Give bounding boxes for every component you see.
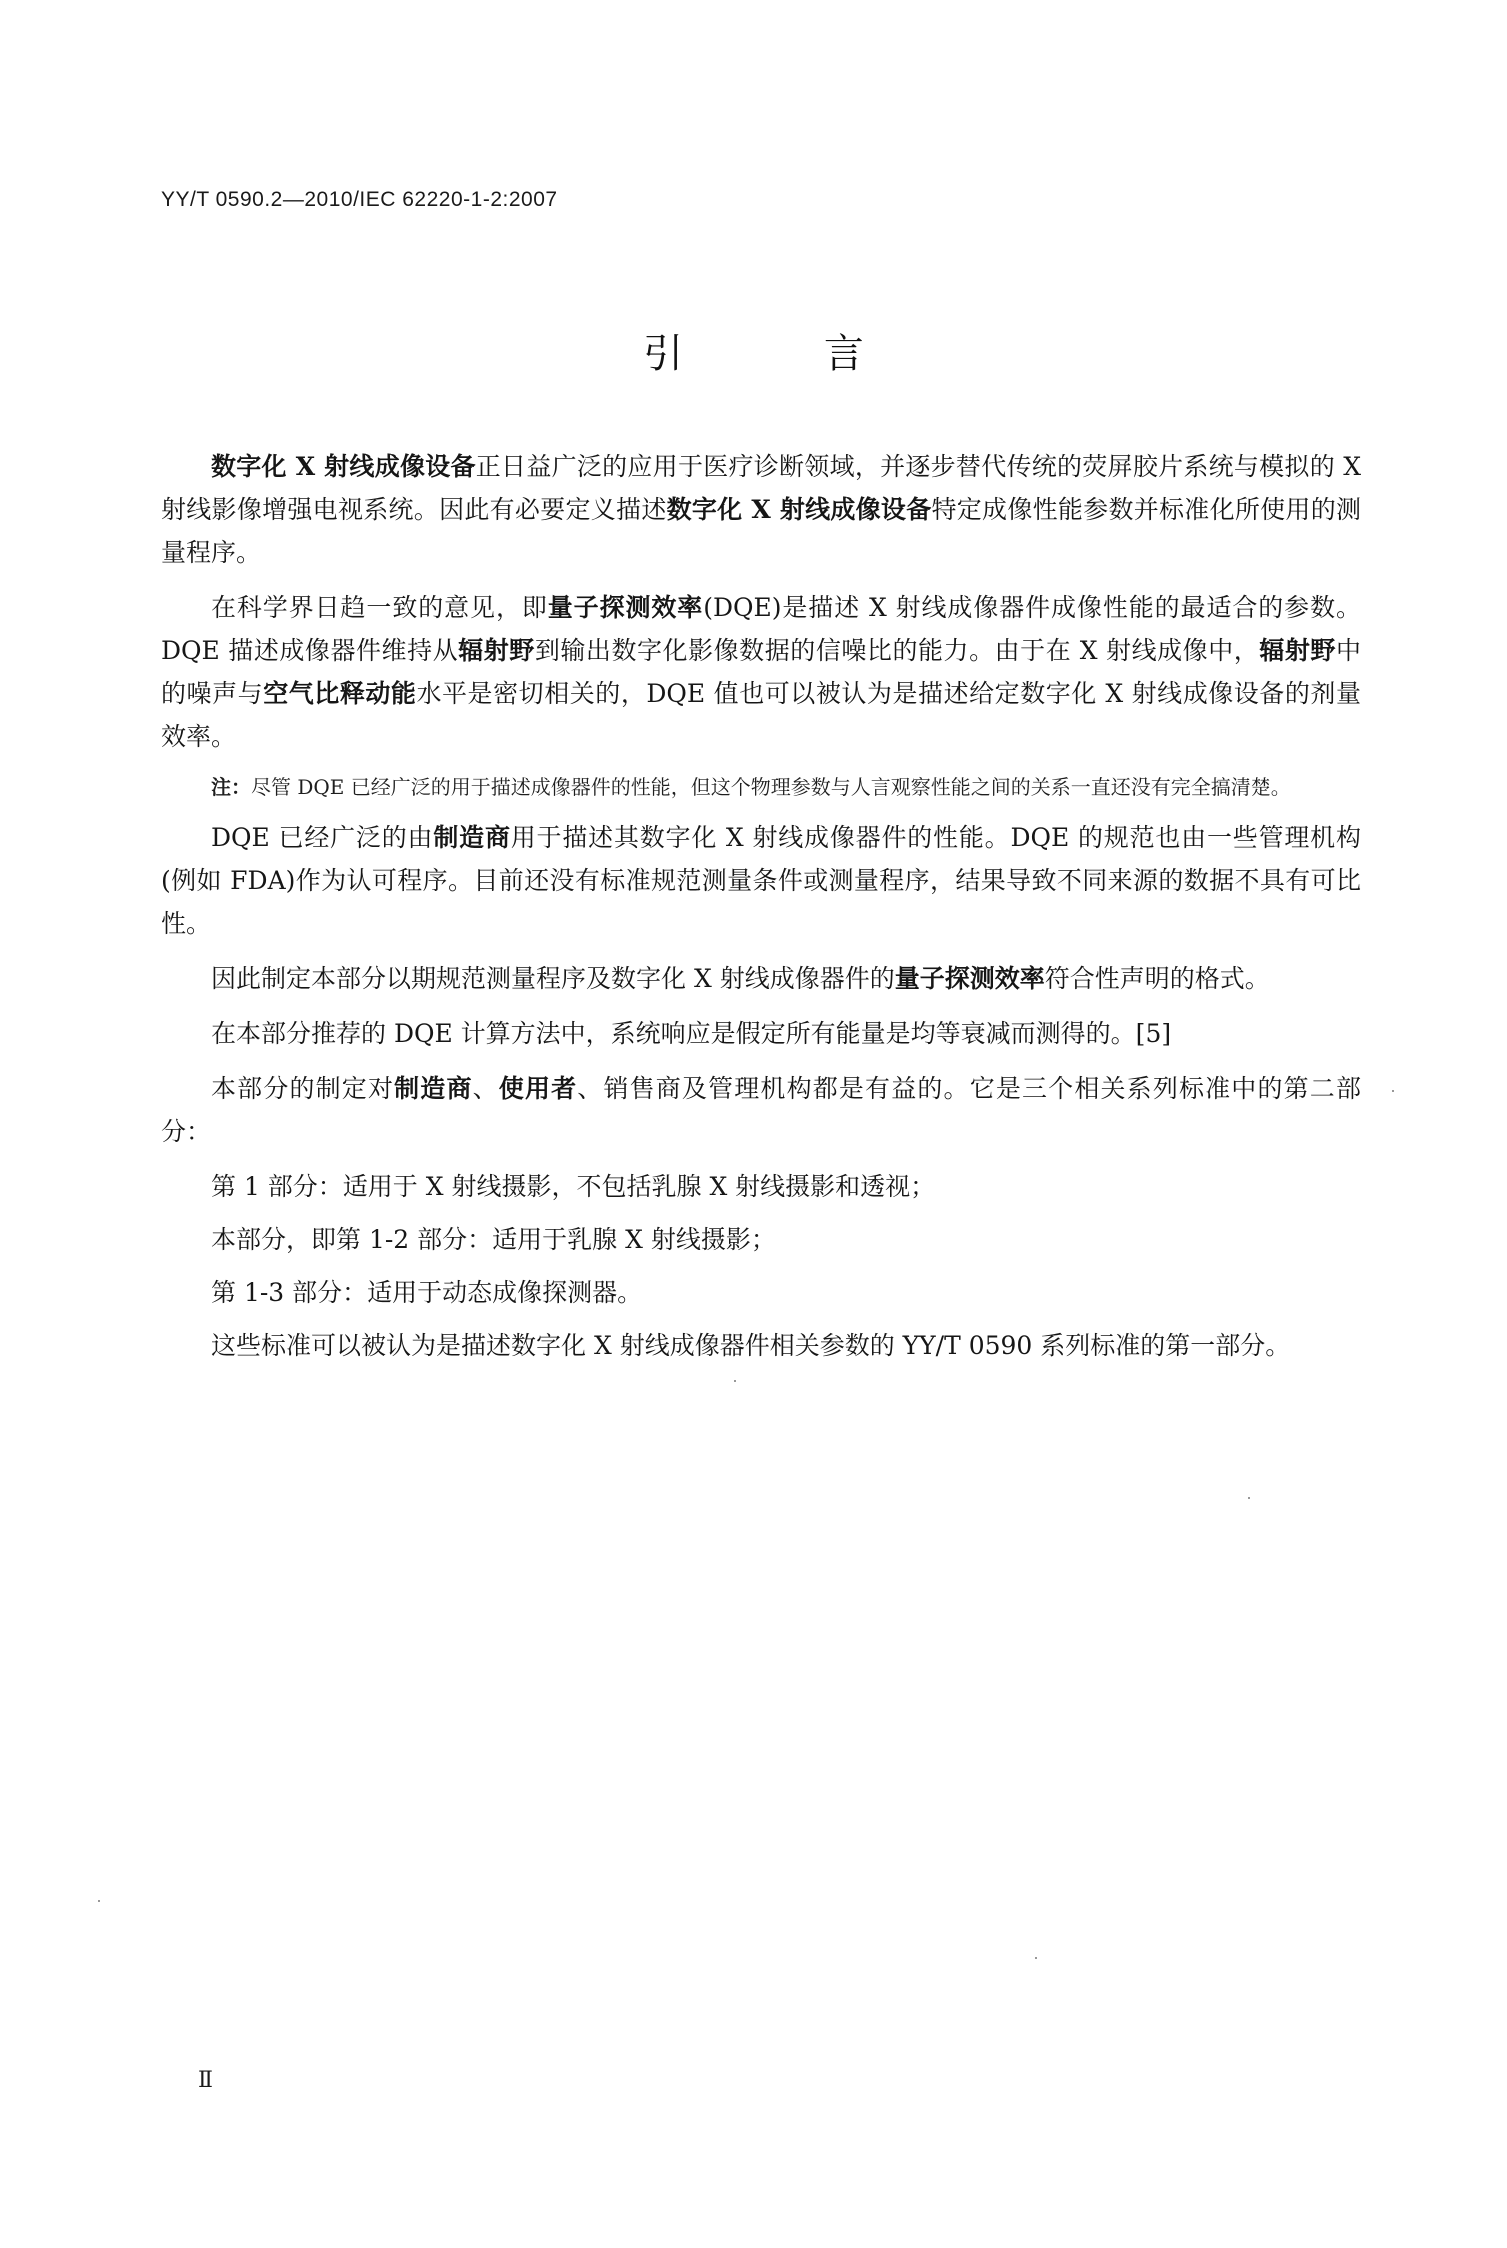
term-manufacturer: 制造商 bbox=[433, 823, 511, 852]
paragraph-6-text-a: 本部分的制定对 bbox=[211, 1074, 395, 1103]
paragraph-2 bbox=[161, 586, 1361, 758]
list-item-part-1-2: 本部分，即第 1-2 部分：适用于乳腺 X 射线摄影； bbox=[211, 1225, 776, 1254]
term-dqe-2: 量子探测效率 bbox=[894, 964, 1045, 993]
paragraph-2-text-d: 中的噪声与 bbox=[161, 636, 1361, 708]
scan-speck bbox=[98, 1900, 100, 1902]
paragraph-6-sep: 、 bbox=[472, 1074, 499, 1103]
paragraph-3-text-a: DQE 已经广泛的由 bbox=[211, 823, 434, 852]
standard-number-header: YY/T 0590.2—2010/IEC 62220-1-2:2007 bbox=[161, 188, 558, 211]
paragraph-6-text-b: 、销售商及管理机构都是有益的。它是三个相关系列标准中的第二部分： bbox=[161, 1074, 1361, 1146]
list-item-part-1: 第 1 部分：适用于 X 射线摄影，不包括乳腺 X 射线摄影和透视； bbox=[211, 1172, 936, 1201]
term-dqe: 量子探测效率 bbox=[547, 593, 704, 622]
term-digital-xray-device-2: 数字化 X 射线成像设备 bbox=[666, 495, 932, 524]
note bbox=[161, 770, 1361, 804]
paragraph-7: 这些标准可以被认为是描述数字化 X 射线成像器件相关参数的 YY/T 0590 系列标准的第一部分。 bbox=[211, 1331, 1291, 1360]
section-title: 引 言 bbox=[643, 331, 928, 377]
term-user: 使用者 bbox=[498, 1074, 578, 1103]
term-manufacturer-2: 制造商 bbox=[394, 1074, 473, 1103]
paragraph-5: 在本部分推荐的 DQE 计算方法中，系统响应是假定所有能量是均等衰减而测得的。[5] bbox=[211, 1019, 1172, 1048]
introduction-body bbox=[161, 445, 1361, 1379]
scan-speck bbox=[1035, 1957, 1037, 1959]
note-label: 注： bbox=[211, 775, 251, 799]
paragraph-4-text-b: 符合性声明的格式。 bbox=[1044, 964, 1270, 993]
paragraph-2-text-a: 在科学界日趋一致的意见，即 bbox=[211, 593, 548, 622]
term-radiation-field-2: 辐射野 bbox=[1259, 636, 1336, 665]
paragraph-1-text-b: 特定成像性能参数并标准化所使用的测量程序。 bbox=[161, 495, 1361, 567]
paragraph-2-text-b: (DQE)是描述 X 射线成像器件成像性能的最适合的参数。DQE 描述成像器件维持从 bbox=[161, 593, 1361, 665]
scan-speck bbox=[734, 1380, 736, 1382]
page-number: Ⅱ bbox=[198, 2068, 213, 2093]
paragraph-2-text-e: 水平是密切相关的，DQE 值也可以被认为是描述给定数字化 X 射线成像设备的剂量效率。 bbox=[161, 679, 1361, 751]
paragraph-3 bbox=[161, 816, 1361, 945]
term-air-kerma: 空气比释动能 bbox=[263, 679, 417, 708]
paragraph-1-text-a: 正日益广泛的应用于医疗诊断领域，并逐步替代传统的荧屏胶片系统与模拟的 X 射线影像增强电视系统。因此有必要定义描述 bbox=[161, 452, 1361, 524]
note-text: 尽管 DQE 已经广泛的用于描述成像器件的性能，但这个物理参数与人言观察性能之间的关系一直还没有完全搞清楚。 bbox=[251, 775, 1291, 799]
term-digital-xray-device: 数字化 X 射线成像设备 bbox=[211, 452, 476, 481]
paragraph-3-text-b: 用于描述其数字化 X 射线成像器件的性能。DQE 的规范也由一些管理机构(例如 FDA)作为认可程序。目前还没有标准规范测量条件或测量程序，结果导致不同来源的数据不具有可比性。 bbox=[161, 823, 1361, 938]
scan-speck bbox=[1248, 1497, 1250, 1499]
term-radiation-field: 辐射野 bbox=[458, 636, 535, 665]
paragraph-4 bbox=[161, 957, 1361, 1000]
paragraph-4-text-a: 因此制定本部分以期规范测量程序及数字化 X 射线成像器件的 bbox=[211, 964, 895, 993]
paragraph-6 bbox=[161, 1067, 1361, 1153]
scan-speck bbox=[1392, 1090, 1394, 1092]
list-item-part-1-3: 第 1-3 部分：适用于动态成像探测器。 bbox=[211, 1278, 643, 1307]
paragraph-1 bbox=[161, 445, 1361, 574]
paragraph-2-text-c: 到输出数字化影像数据的信噪比的能力。由于在 X 射线成像中， bbox=[534, 636, 1260, 665]
